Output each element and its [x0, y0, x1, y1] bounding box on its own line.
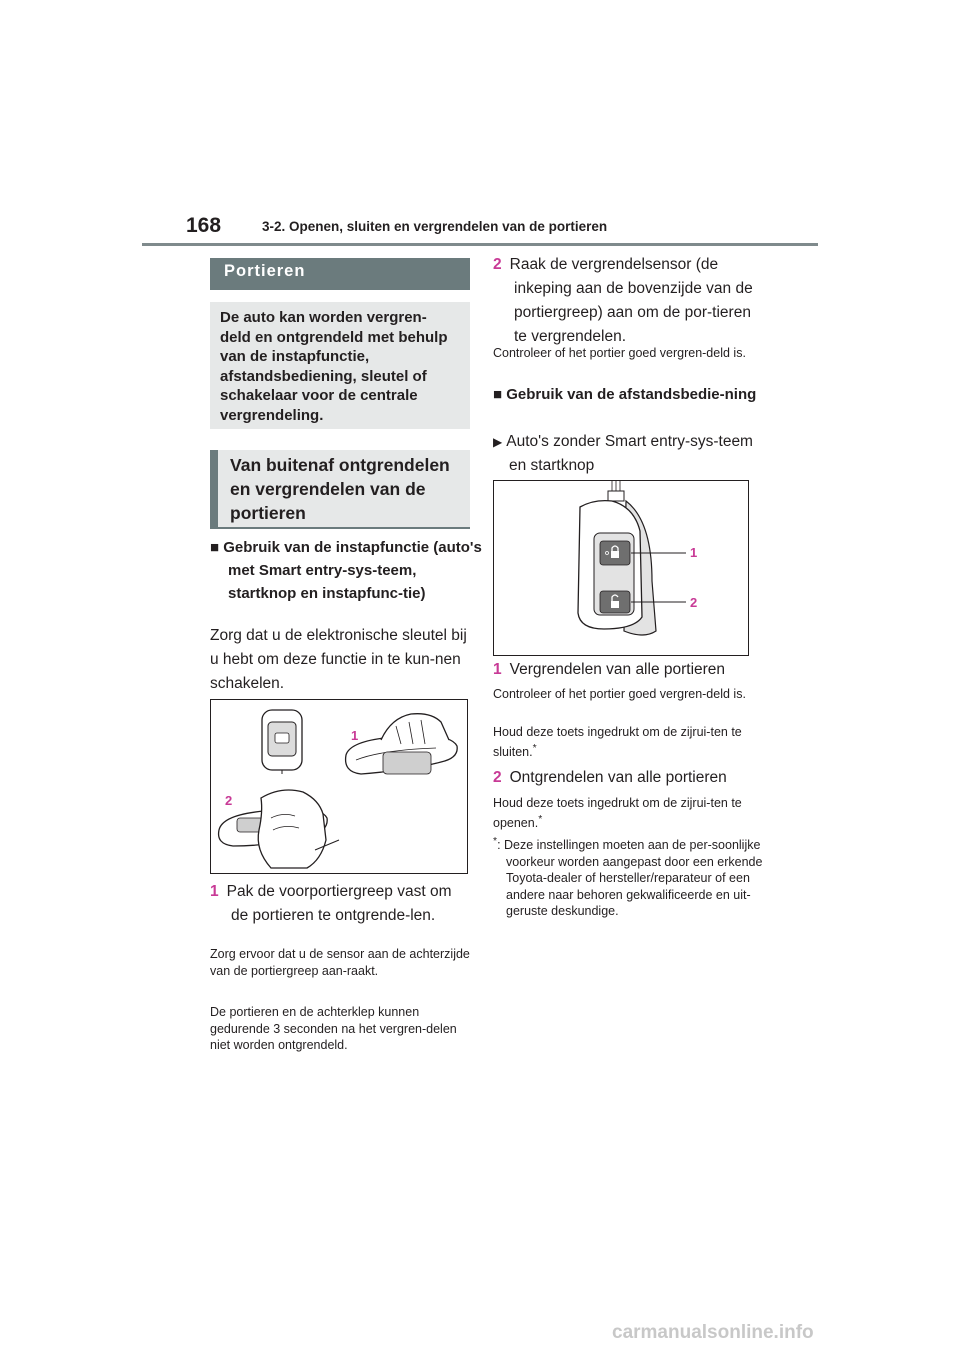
- lock-note-windows: [493, 724, 751, 760]
- square-bullet-icon: ■: [210, 539, 224, 556]
- door-handle-lower-icon: [219, 790, 339, 868]
- footnote: *: Deze instellingen moeten aan de per-soonlijke voorkeur worden aangepast door een erkende Toyota-dealer of hersteller/reparateur of een andere naar behoren gekwalificeerde en uit-geruste deskundige.: [493, 836, 763, 919]
- remote-key-illustration: [494, 481, 748, 655]
- smart-key-icon: [262, 710, 302, 774]
- door-handle-figure: [210, 699, 468, 874]
- lock-step-number: 1: [493, 661, 502, 678]
- step-1-text: Pak de voorportiergreep vast om de portieren te ontgrende-len.: [226, 883, 452, 924]
- lock-step-text: Vergrendelen van alle portieren: [509, 661, 726, 678]
- figure-callout-1: 1: [351, 728, 359, 743]
- door-handle-illustration: [211, 700, 467, 873]
- figure-callout-2: 2: [690, 595, 698, 610]
- lock-note-windows-text: Houd deze toets ingedrukt om de zijrui-ten te sluiten.: [493, 725, 742, 759]
- subsection-rule: [210, 527, 470, 529]
- figure-callout-1: 1: [690, 545, 698, 560]
- square-bullet-icon: ■: [493, 386, 507, 403]
- page-number: 168: [186, 214, 222, 237]
- footnote-mark: *: [532, 742, 537, 754]
- footnote-mark: *: [493, 836, 498, 847]
- chapter-title: 3-2. Openen, sluiten en vergrendelen van de portieren: [262, 219, 608, 234]
- remote-key-icon: [578, 481, 656, 635]
- unlock-note-windows: [493, 795, 751, 831]
- smart-entry-heading-text: Gebruik van de instapfunctie (auto's met Smart entry-sys-teem, startknop en instapfunc-tie): [223, 539, 482, 602]
- note-delay: De portieren en de achterklep kunnen gedurende 3 seconden na het vergren-delen niet worden ontgrendeld.: [210, 1005, 457, 1052]
- note-check-lock: Controleer of het portier goed vergren-deld is.: [493, 346, 746, 360]
- watermark: carmanualsonline.info: [612, 1322, 814, 1343]
- lock-step: [493, 658, 774, 682]
- figure-callout-2: 2: [225, 793, 233, 808]
- remote-heading-text: Gebruik van de afstandsbedie-ning: [506, 386, 757, 403]
- step-2: [493, 253, 764, 349]
- subsection-title: Van buitenaf ontgrendelen en vergrendelen van de portieren: [210, 450, 470, 528]
- step-2-text: Raak de vergrendelsensor (de inkeping aan de bovenzijde van de portiergreep) aan om de por-tieren te vergrendelen.: [509, 256, 753, 345]
- arrow-item-text: Auto's zonder Smart entry-sys-teem en startknop: [506, 433, 753, 474]
- unlock-step: [493, 766, 774, 790]
- smart-entry-heading: [210, 536, 488, 605]
- footnote-text: Deze instellingen moeten aan de per-soonlijke voorkeur worden aangepast door een erkende Toyota-dealer of hersteller/reparateur of een andere naar behoren gekwalificeerde en uit-geruste deskundige.: [504, 838, 763, 919]
- footnote-mark: *: [538, 813, 543, 825]
- unlock-step-text: Ontgrendelen van alle portieren: [509, 769, 727, 786]
- unlock-note-windows-text: Houd deze toets ingedrukt om de zijrui-ten te openen.: [493, 796, 742, 830]
- section-title: Portieren: [210, 258, 470, 290]
- step-2-number: 2: [493, 256, 502, 273]
- header-rule: [142, 243, 818, 246]
- remote-key-figure: [493, 480, 749, 656]
- arrow-item: [493, 430, 767, 477]
- step-1-number: 1: [210, 883, 219, 900]
- step-1: [210, 880, 461, 928]
- intro-box: De auto kan worden vergren-deld en ontgrendeld met behulp van de instapfunctie, afstandsbediening, sleutel of schakelaar voor de centrale vergrendeling.: [210, 302, 470, 429]
- arrow-right-icon: ▶: [493, 435, 503, 449]
- smart-entry-paragraph: Zorg dat u de elektronische sleutel bij u hebt om deze functie in te kun-nen schakelen.: [210, 627, 467, 692]
- door-handle-upper-icon: [346, 714, 458, 774]
- unlock-step-number: 2: [493, 769, 502, 786]
- note-sensor: Zorg ervoor dat u de sensor aan de achterzijde van de portiergreep aan-raakt.: [210, 947, 470, 978]
- lock-note-check: Controleer of het portier goed vergren-deld is.: [493, 687, 746, 701]
- remote-heading: [493, 383, 769, 406]
